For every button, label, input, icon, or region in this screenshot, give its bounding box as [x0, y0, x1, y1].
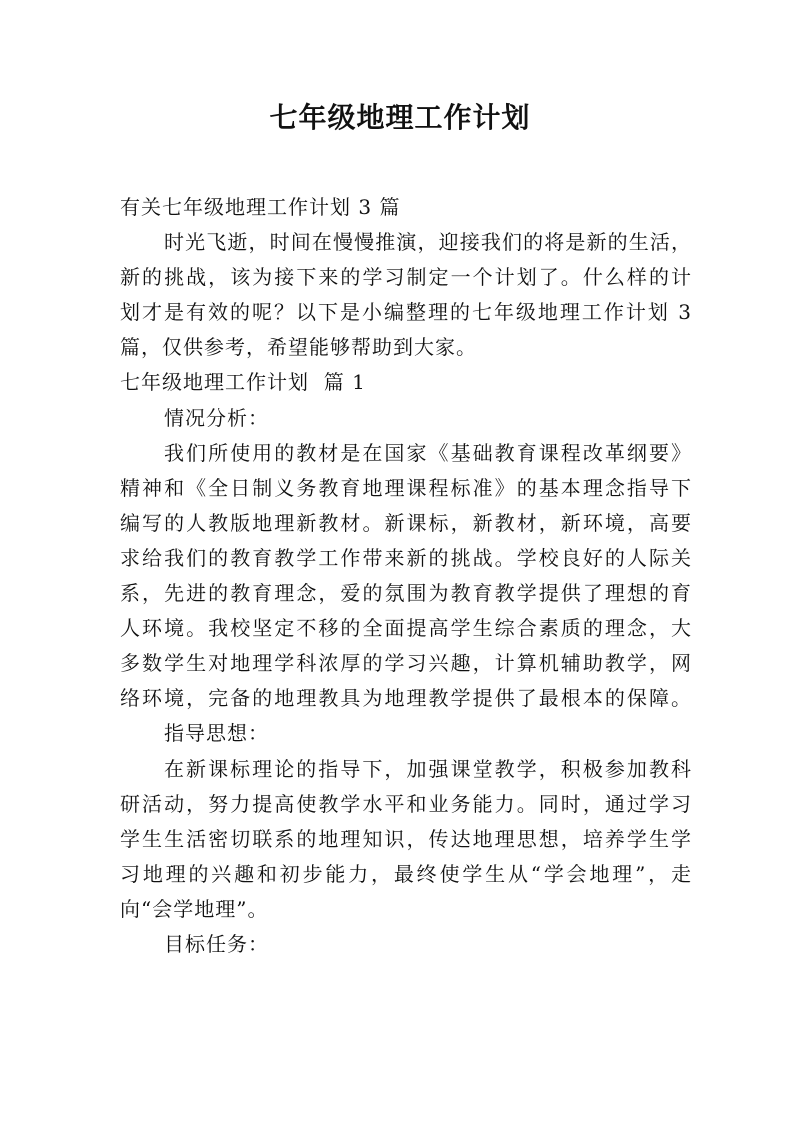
section-heading: 七年级地理工作计划 篇 1 [120, 370, 366, 395]
subtitle: 有关七年级地理工作计划 3 篇 [120, 195, 401, 219]
situation-line: 人环境。我校坚定不移的全面提高学生综合素质的理念，大 [120, 616, 692, 641]
intro-line: 划才是有效的呢？以下是小编整理的七年级地理工作计划 3 [120, 300, 692, 325]
goals-heading: 目标任务： [164, 931, 269, 956]
guiding-line: 向“会学地理”。 [120, 896, 269, 921]
intro-line: 时光飞逝，时间在慢慢推演，迎接我们的将是新的生活， [164, 230, 692, 255]
guiding-heading: 指导思想： [164, 721, 269, 746]
situation-line: 编写的人教版地理新教材。新课标，新教材，新环境，高要 [120, 510, 692, 535]
situation-line: 多数学生对地理学科浓厚的学习兴趣，计算机辅助教学，网 [120, 651, 692, 676]
intro-line: 新的挑战，该为接下来的学习制定一个计划了。什么样的计 [120, 265, 692, 290]
situation-line: 系，先进的教育理念，爱的氛围为教育教学提供了理想的育 [120, 581, 692, 606]
document-title: 七年级地理工作计划 [269, 101, 531, 134]
guiding-line: 在新课标理论的指导下，加强课堂教学，积极参加教科 [164, 756, 692, 781]
situation-heading: 情况分析： [164, 405, 269, 430]
intro-line: 篇，仅供参考，希望能够帮助到大家。 [120, 335, 477, 360]
situation-line: 求给我们的教育教学工作带来新的挑战。学校良好的人际关 [120, 545, 692, 570]
guiding-line: 学生生活密切联系的地理知识，传达地理思想，培养学生学 [120, 826, 692, 851]
document-body [120, 190, 692, 962]
situation-line: 精神和《全日制义务教育地理课程标准》的基本理念指导下 [120, 475, 692, 500]
guiding-line: 研活动，努力提高使教学水平和业务能力。同时，通过学习 [120, 791, 692, 816]
guiding-line: 习地理的兴趣和初步能力，最终使学生从“学会地理”，走 [120, 861, 692, 886]
situation-line: 络环境，完备的地理教具为地理教学提供了最根本的保障。 [120, 686, 692, 711]
situation-line: 我们所使用的教材是在国家《基础教育课程改革纲要》 [164, 440, 692, 465]
